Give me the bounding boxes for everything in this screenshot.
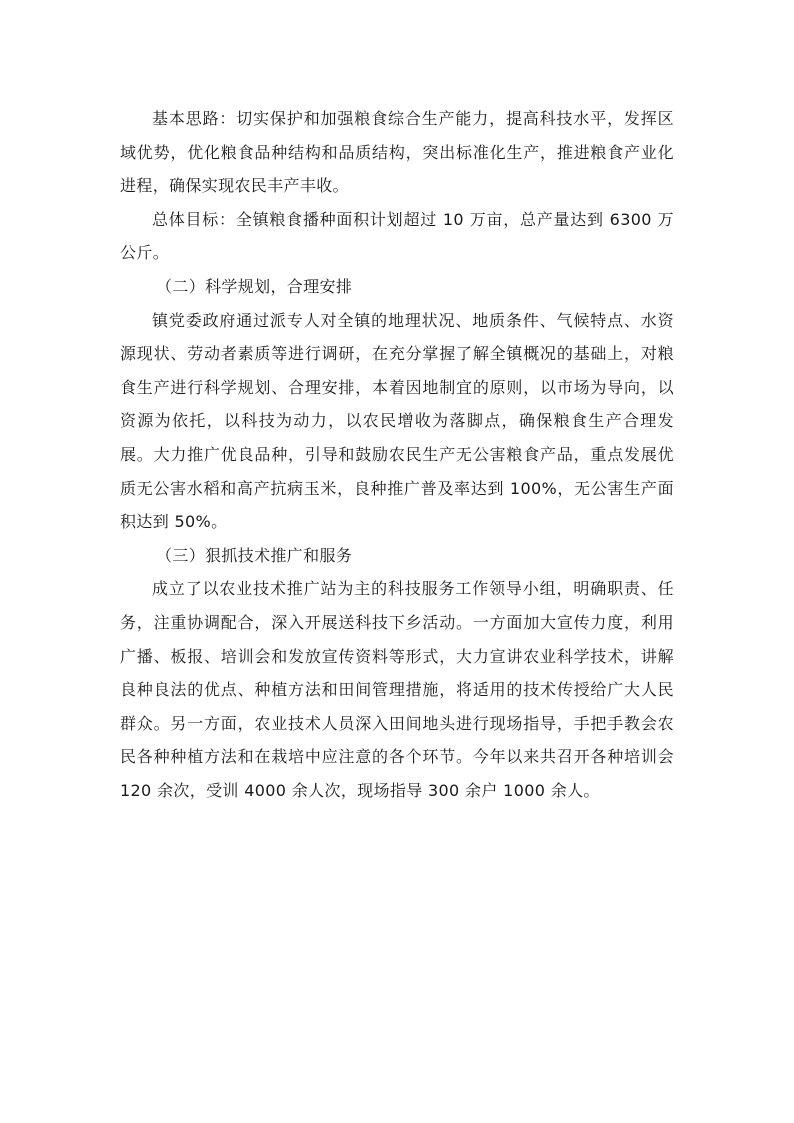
section-heading-3: （三）狠抓技术推广和服务 — [156, 545, 353, 565]
paragraph-overall-goal: 总体目标：全镇粮食播种面积计划超过 10 万亩，总产量达到 6300 万公斤。 — [120, 209, 674, 263]
paragraph-planning: 镇党委政府通过派专人对全镇的地理状况、地质条件、气候特点、水资源现状、劳动者素质等进行调研，在充分掌握了解全镇概况的基础上，对粮食生产进行科学规划、合理安排，本着因地制宜的原则，以市场为导向，以资源为依托，以科技为动力，以农民增收为落脚点，确保粮食生产合理发展。大力推广优良品种，引导和鼓励农民生产无公害粮食产品，重点发展优质无公害水稻和高产抗病玉米，良种推广普及率达到 100%，无公害生产面积达到 50%。 — [120, 310, 674, 532]
paragraph-basic-approach: 基本思路：切实保护和加强粮食综合生产能力，提高科技水平，发挥区域优势，优化粮食品种结构和品质结构，突出标准化生产，推进粮食产业化进程，确保实现农民丰产丰收。 — [120, 109, 674, 196]
paragraph-tech-service: 成立了以农业技术推广站为主的科技服务工作领导小组，明确职责、任务，注重协调配合，深入开展送科技下乡活动。一方面加大宣传力度，利用广播、板报、培训会和发放宣传资料等形式，大力宣讲农业科学技术，讲解良种良法的优点、种植方法和田间管理措施，将适用的技术传授给广大人民群众。另一方面，农业技术人员深入田间地头进行现场指导，手把手教会农民各种种植方法和在栽培中应注意的各个环节。今年以来共召开各种培训会 120 余次，受训 4000 余人次，现场指导 300 余户 1000 余人。 — [120, 579, 674, 800]
section-heading-2: （二）科学规划，合理安排 — [156, 276, 353, 296]
